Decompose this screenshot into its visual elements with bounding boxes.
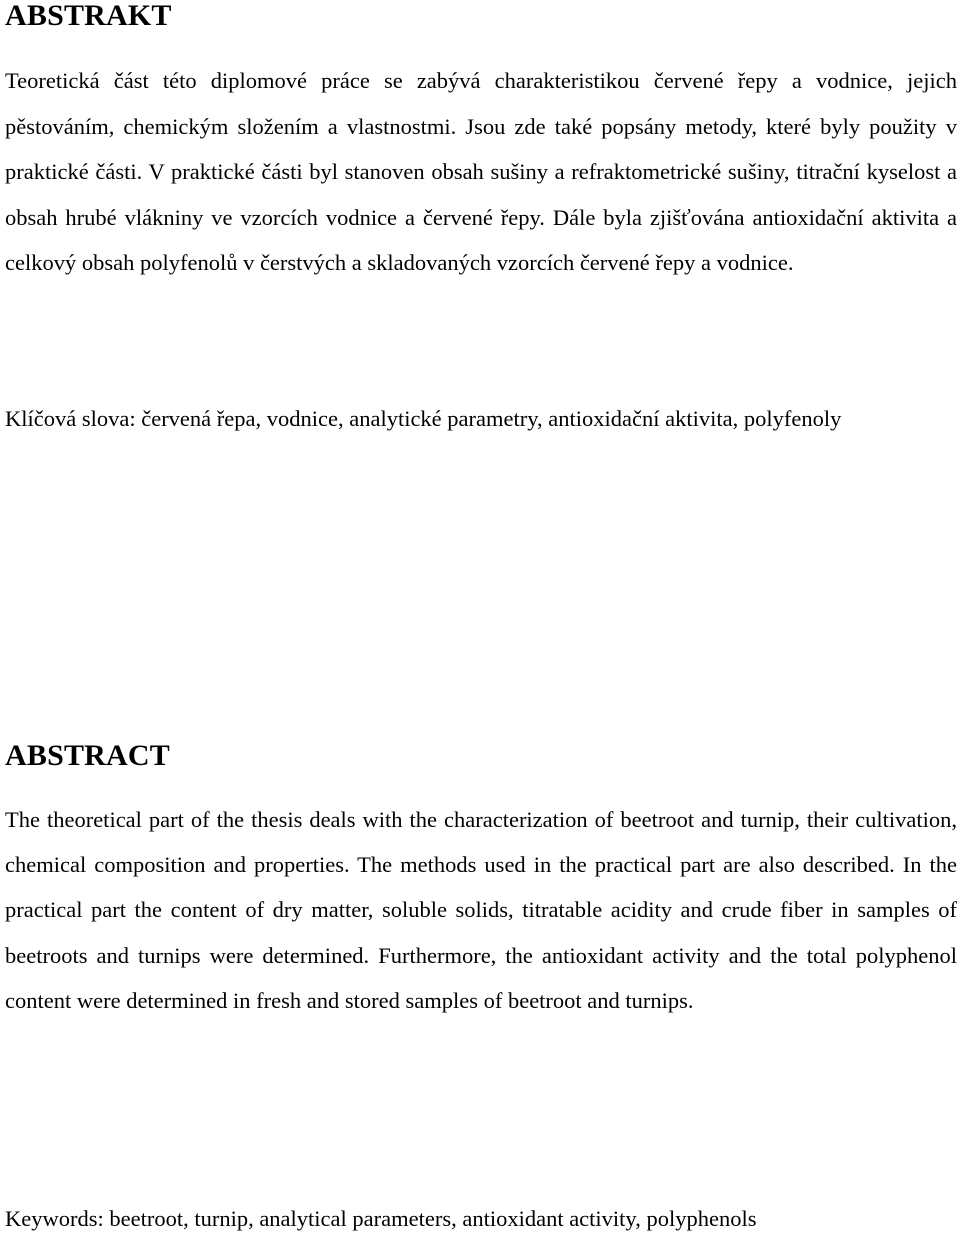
- english-abstract-text: The theoretical part of the thesis deals with the characterization of beetroot and turnip, their cultivation, chemical composition and properties. The methods used in the practical part are also described. In the practical part the content of dry matter, soluble solids, titratable acidity and crude fiber in samples of beetroots and turnips were determined. Furthermore, the antioxidant activity and the total polyphenol content were determined in fresh and stored samples of beetroot and turnips.: [5, 807, 957, 1013]
- english-keywords: Keywords: beetroot, turnip, analytical parameters, antioxidant activity, polyphenols: [5, 1206, 757, 1231]
- czech-abstract-heading: ABSTRAKT: [5, 0, 172, 32]
- czech-keywords: Klíčová slova: červená řepa, vodnice, analytické parametry, antioxidační aktivita, polyfenoly: [5, 406, 842, 431]
- english-abstract-heading: ABSTRACT: [5, 739, 170, 772]
- czech-abstract-text: Teoretická část této diplomové práce se zabývá charakteristikou červené řepy a vodnice, jejich pěstováním, chemickým složením a vlastnostmi. Jsou zde také popsány metody, které byly použity v praktické části. V praktické části byl stanoven obsah sušiny a refraktometrické sušiny, titrační kyselost a obsah hrubé vlákniny ve vzorcích vodnice a červené řepy. Dále byla zjišťována antioxidační aktivita a celkový obsah polyfenolů v čerstvých a skladovaných vzorcích červené řepy a vodnice.: [5, 68, 957, 275]
